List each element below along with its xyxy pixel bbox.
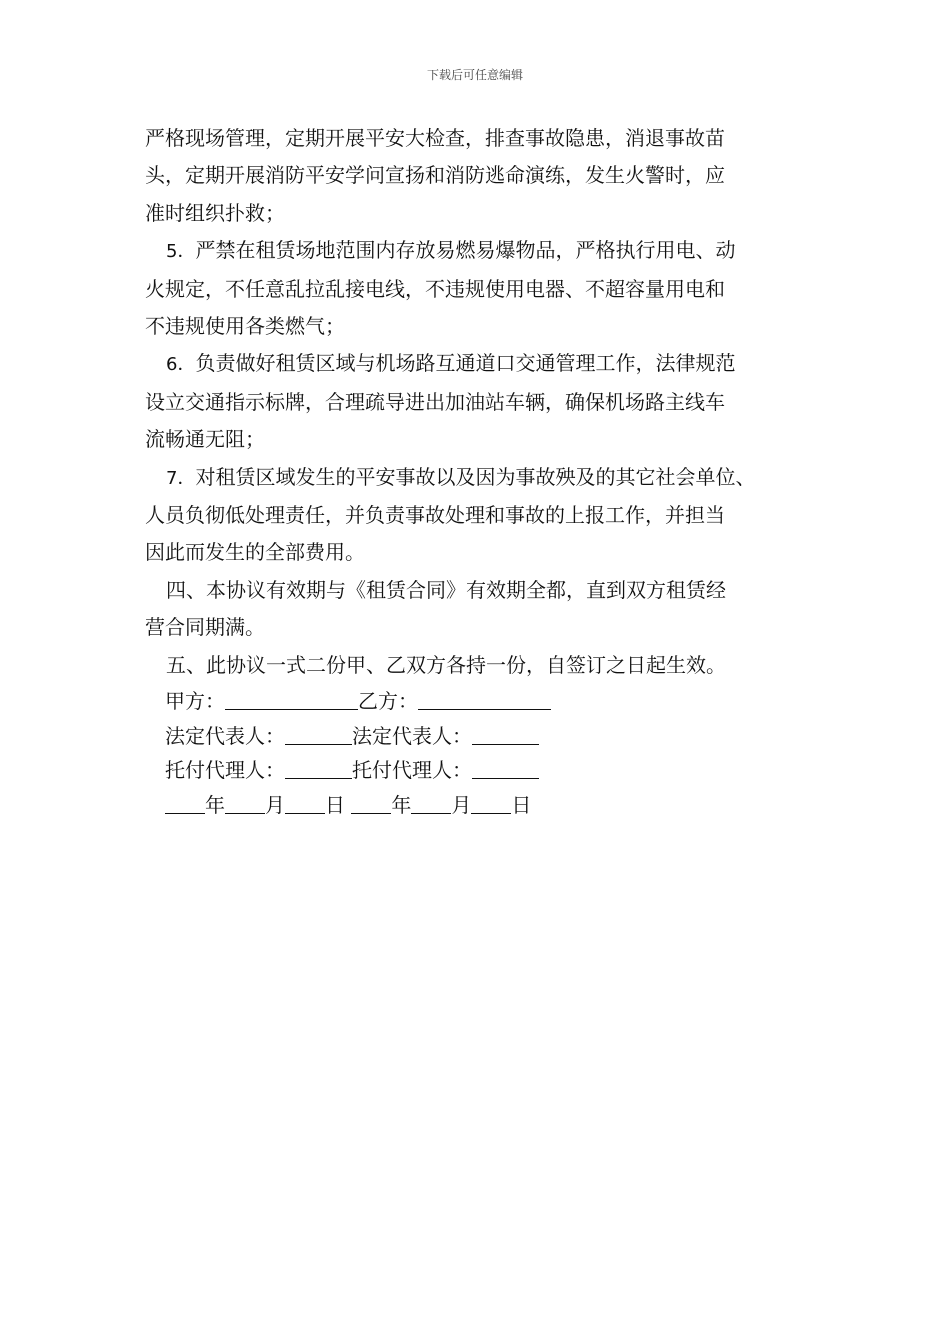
legal-rep-b-blank — [472, 724, 539, 745]
month-a-blank — [225, 793, 265, 814]
text-line: 负责做好租赁区域与机场路互通道口交通管理工作，法律规范 — [195, 351, 736, 376]
month-b-label: 月 — [451, 792, 472, 817]
text-line: 严格现场管理，定期开展平安大检查，排查事故隐患，消退事故苗 — [145, 126, 725, 150]
year-a-blank — [165, 793, 205, 814]
text-line: 五、此协议一式二份甲、乙双方各持一份，自签订之日起生效。 — [166, 652, 726, 677]
signature-row-legal-rep — [145, 719, 825, 754]
agent-a-blank — [285, 758, 352, 779]
day-a-label: 日 — [325, 792, 345, 817]
legal-rep-a-blank — [285, 724, 352, 745]
signature-row-agent — [145, 753, 825, 788]
legal-rep-b-label: 法定代表人： — [352, 723, 472, 748]
text-line: 头，定期开展消防平安学问宣扬和消防逃命演练，发生火警时，应 — [145, 163, 725, 188]
party-b-blank — [418, 689, 551, 710]
year-b-blank — [351, 793, 391, 814]
item-number: 7． — [166, 467, 196, 489]
agent-b-label: 托付代理人： — [352, 758, 472, 783]
text-line: 严禁在租赁场地范围内存放易燃易爆物品，严格执行用电、动 — [195, 238, 736, 263]
page-header: 下载后可任意编辑 — [426, 68, 523, 82]
signature-block — [145, 684, 825, 822]
paragraph-item-5 — [145, 232, 825, 345]
text-line: 准时组织扑救； — [145, 200, 285, 225]
year-b-label: 年 — [391, 792, 412, 817]
day-a-blank — [285, 793, 325, 814]
agent-a-label: 托付代理人： — [165, 758, 285, 783]
signature-row-date — [145, 788, 825, 823]
text-line: 营合同期满。 — [145, 615, 265, 640]
party-a-blank — [225, 689, 358, 710]
legal-rep-a-label: 法定代表人： — [165, 723, 285, 748]
day-b-label: 日 — [511, 792, 532, 817]
party-a-label: 甲方： — [165, 689, 225, 714]
document-body — [145, 120, 825, 822]
signature-row-parties — [145, 684, 825, 719]
text-line: 不违规使用各类燃气； — [145, 314, 345, 339]
paragraph-section-4 — [145, 572, 825, 647]
paragraph-item-7 — [145, 459, 825, 572]
paragraph-item-6 — [145, 345, 825, 458]
year-a-label: 年 — [205, 792, 225, 817]
item-number: 5． — [166, 241, 196, 263]
text-line: 人员负彻低处理责任，并负责事故处理和事故的上报工作，并担当 — [145, 503, 725, 528]
paragraph-safety-management — [145, 120, 825, 232]
month-b-blank — [411, 793, 451, 814]
text-line: 设立交通指示标牌，合理疏导进出加油站车辆，确保机场路主线车 — [145, 389, 725, 414]
text-line: 流畅通无阻； — [145, 427, 265, 452]
party-b-label: 乙方： — [358, 689, 418, 714]
agent-b-blank — [472, 758, 539, 779]
month-a-label: 月 — [265, 792, 285, 817]
text-line: 四、本协议有效期与《租赁合同》有效期全都，直到双方租赁经 — [166, 577, 726, 602]
text-line: 火规定，不任意乱拉乱接电线，不违规使用电器、不超容量用电和 — [145, 276, 725, 301]
day-b-blank — [471, 793, 511, 814]
text-line: 对租赁区域发生的平安事故以及因为事故殃及的其它社会单位、 — [195, 464, 756, 489]
text-line: 因此而发生的全部费用。 — [145, 540, 365, 565]
item-number: 6． — [166, 354, 196, 376]
paragraph-section-5 — [145, 647, 825, 684]
